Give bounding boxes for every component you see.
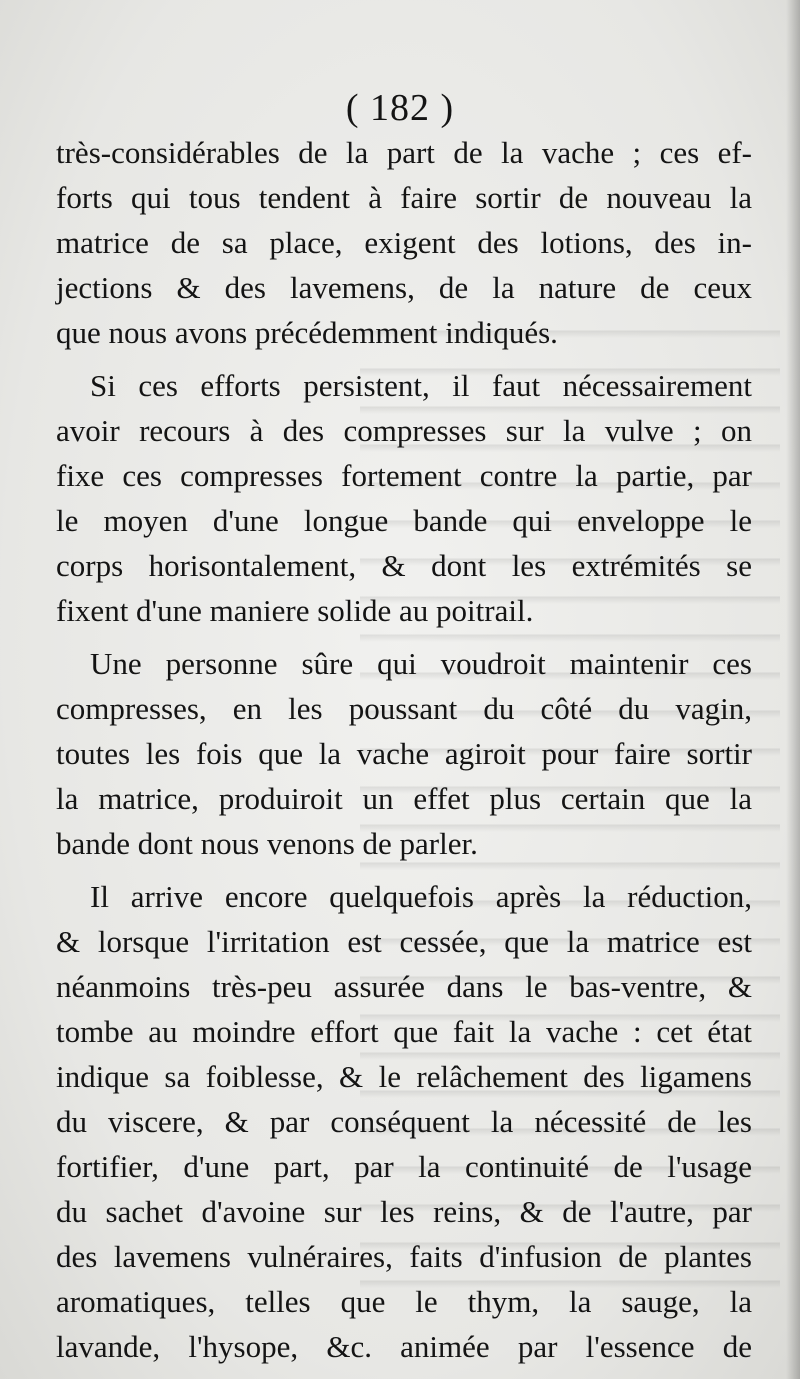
text-line: tombe au moindre effort que fait la vache : cet état <box>56 1014 752 1049</box>
text-line: lavande, l'hysope, &c. animée par l'essence de <box>56 1329 752 1364</box>
text-line: avoir recours à des compresses sur la vulve ; on <box>56 413 752 448</box>
text-line: forts qui tous tendent à faire sortir de nouveau la <box>56 180 752 215</box>
text-line: fixent d'une maniere solide au poitrail. <box>56 593 534 628</box>
text-line: du viscere, & par conséquent la nécessité de les <box>56 1104 752 1139</box>
text-line: bande dont nous venons de parler. <box>56 826 478 861</box>
text-line: la matrice, produiroit un effet plus certain que la <box>56 781 752 816</box>
text-line: corps horisontalement, & dont les extrémités se <box>56 548 752 583</box>
text-line: néanmoins très-peu assurée dans le bas-ventre, & <box>56 969 752 1004</box>
text-line: très-considérables de la part de la vache ; ces ef- <box>56 135 752 170</box>
body-text <box>56 130 752 1369</box>
text-line: des lavemens vulnéraires, faits d'infusion de plantes <box>56 1239 752 1274</box>
text-line: toutes les fois que la vache agiroit pour faire sortir <box>56 736 752 771</box>
text-line: fortifier, d'une part, par la continuité de l'usage <box>56 1149 752 1184</box>
text-line: matrice de sa place, exigent des lotions, des in- <box>56 225 752 260</box>
text-line: Il arrive encore quelquefois après la réduction, <box>90 879 752 914</box>
text-line: Une personne sûre qui voudroit maintenir ces <box>90 646 752 681</box>
text-line: que nous avons précédemment indiqués. <box>56 315 558 350</box>
text-line: compresses, en les poussant du côté du vagin, <box>56 691 752 726</box>
text-line: & lorsque l'irritation est cessée, que la matrice est <box>56 924 752 959</box>
page-edge-shadow <box>786 0 800 1379</box>
text-line: fixe ces compresses fortement contre la partie, par <box>56 458 752 493</box>
text-line: indique sa foiblesse, & le relâchement des ligamens <box>56 1059 752 1094</box>
text-line: jections & des lavemens, de la nature de ceux <box>56 270 752 305</box>
text-line: aromatiques, telles que le thym, la sauge, la <box>56 1284 752 1319</box>
text-line: le moyen d'une longue bande qui enveloppe le <box>56 503 752 538</box>
text-line: Si ces efforts persistent, il faut nécessairement <box>90 368 752 403</box>
page-number: ( 182 ) <box>345 87 455 129</box>
text-line: du sachet d'avoine sur les reins, & de l'autre, par <box>56 1194 752 1229</box>
